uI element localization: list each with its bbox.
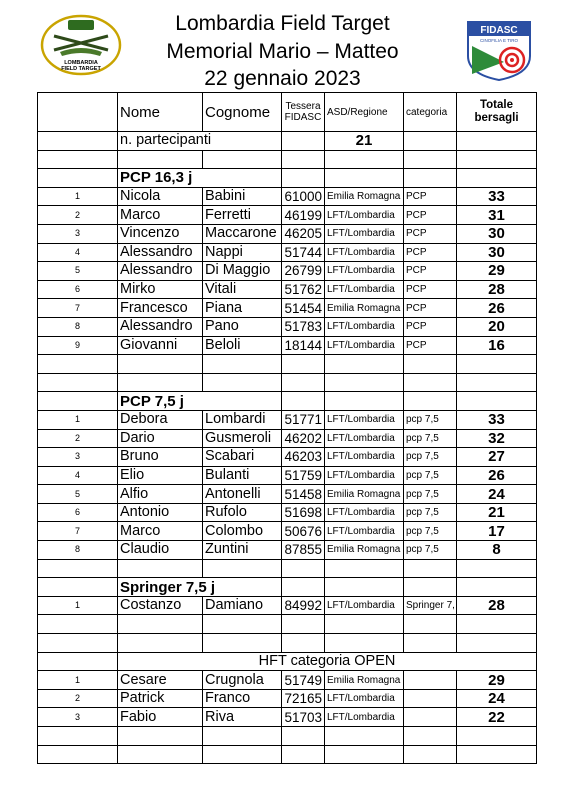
nome-cell: Vincenzo (118, 224, 203, 243)
header-cognome: Cognome (203, 93, 282, 132)
section-spacer (282, 392, 325, 411)
table-row (38, 243, 537, 262)
tessera-cell: 51759 (282, 466, 325, 485)
section-spacer (404, 169, 457, 188)
section-spacer (38, 169, 118, 188)
table-row (38, 429, 537, 448)
rank-cell: 8 (38, 317, 118, 336)
empty-row (38, 727, 537, 746)
categoria-cell (404, 671, 457, 690)
asd-cell: LFT/Lombardia (325, 522, 404, 541)
table-row (38, 448, 537, 467)
tessera-cell: 51698 (282, 503, 325, 522)
participants-row (38, 132, 537, 151)
rank-cell: 3 (38, 224, 118, 243)
table-row (38, 206, 537, 225)
section-spacer (325, 392, 404, 411)
cognome-cell: Vitali (203, 280, 282, 299)
cognome-cell: Lombardi (203, 410, 282, 429)
asd-cell: LFT/Lombardia (325, 429, 404, 448)
asd-cell: LFT/Lombardia (325, 317, 404, 336)
cognome-cell: Rufolo (203, 503, 282, 522)
categoria-cell: Springer 7, (404, 596, 457, 615)
empty-row (38, 745, 537, 764)
nome-cell: Dario (118, 429, 203, 448)
asd-cell: LFT/Lombardia (325, 596, 404, 615)
totale-cell: 27 (457, 448, 537, 467)
asd-cell: Emilia Romagna (325, 671, 404, 690)
categoria-cell: pcp 7,5 (404, 522, 457, 541)
section-header-row (38, 578, 537, 597)
table-row (38, 224, 537, 243)
categoria-cell: pcp 7,5 (404, 429, 457, 448)
rank-cell: 7 (38, 299, 118, 318)
rank-cell: 2 (38, 206, 118, 225)
rank-cell: 2 (38, 429, 118, 448)
header-totale: Totale bersagli (457, 93, 537, 132)
tessera-cell: 46202 (282, 429, 325, 448)
totale-cell: 30 (457, 224, 537, 243)
rank-cell: 3 (38, 708, 118, 727)
asd-cell: LFT/Lombardia (325, 280, 404, 299)
categoria-cell: pcp 7,5 (404, 410, 457, 429)
tessera-cell: 61000 (282, 187, 325, 206)
tessera-cell: 84992 (282, 596, 325, 615)
totale-cell: 21 (457, 503, 537, 522)
asd-cell: Emilia Romagna (325, 541, 404, 560)
tessera-cell: 51762 (282, 280, 325, 299)
section-spacer (38, 578, 118, 597)
cognome-cell: Gusmeroli (203, 429, 282, 448)
nome-cell: Elio (118, 466, 203, 485)
header-index (38, 93, 118, 132)
totale-cell: 33 (457, 187, 537, 206)
rank-cell: 4 (38, 243, 118, 262)
nome-cell: Giovanni (118, 336, 203, 355)
cognome-cell: Crugnola (203, 671, 282, 690)
asd-cell: LFT/Lombardia (325, 503, 404, 522)
rank-cell: 2 (38, 689, 118, 708)
section-title: PCP 7,5 j (118, 392, 282, 411)
categoria-cell: pcp 7,5 (404, 466, 457, 485)
totale-cell: 17 (457, 522, 537, 541)
asd-cell: Emilia Romagna (325, 187, 404, 206)
asd-cell: LFT/Lombardia (325, 262, 404, 281)
cognome-cell: Nappi (203, 243, 282, 262)
table-header-row (38, 93, 537, 132)
cognome-cell: Scabari (203, 448, 282, 467)
section-title: Springer 7,5 j (118, 578, 282, 597)
nome-cell: Alessandro (118, 262, 203, 281)
cognome-cell: Colombo (203, 522, 282, 541)
tessera-cell: 87855 (282, 541, 325, 560)
section-spacer (325, 578, 404, 597)
asd-cell: LFT/Lombardia (325, 708, 404, 727)
totale-cell: 24 (457, 485, 537, 504)
svg-text:FIDASC: FIDASC (480, 25, 518, 36)
nome-cell: Nicola (118, 187, 203, 206)
nome-cell: Francesco (118, 299, 203, 318)
tessera-cell: 51749 (282, 671, 325, 690)
asd-cell: LFT/Lombardia (325, 206, 404, 225)
svg-text:LOMBARDIA: LOMBARDIA (64, 60, 98, 66)
section-spacer (282, 578, 325, 597)
table-row (38, 317, 537, 336)
tessera-cell: 46203 (282, 448, 325, 467)
section-header-row (38, 392, 537, 411)
rank-cell: 8 (38, 541, 118, 560)
categoria-cell (404, 708, 457, 727)
nome-cell: Claudio (118, 541, 203, 560)
asd-cell: LFT/Lombardia (325, 224, 404, 243)
table-row (38, 522, 537, 541)
empty-row (38, 355, 537, 374)
table-row (38, 280, 537, 299)
nome-cell: Cesare (118, 671, 203, 690)
title-line-3: 22 gennaio 2023 (204, 67, 361, 90)
svg-text:FIELD TARGET: FIELD TARGET (61, 66, 101, 72)
empty-row (38, 373, 537, 392)
tessera-cell: 51458 (282, 485, 325, 504)
table-row (38, 708, 537, 727)
asd-cell: LFT/Lombardia (325, 410, 404, 429)
categoria-cell: PCP (404, 224, 457, 243)
totale-cell: 29 (457, 262, 537, 281)
section-title: PCP 16,3 j (118, 169, 282, 188)
totale-cell: 16 (457, 336, 537, 355)
categoria-cell (404, 689, 457, 708)
header-tessera: Tessera FIDASC (282, 93, 325, 132)
empty-row (38, 559, 537, 578)
totale-cell: 28 (457, 596, 537, 615)
section-spacer (38, 652, 118, 671)
nome-cell: Patrick (118, 689, 203, 708)
table-row (38, 689, 537, 708)
section-spacer (404, 392, 457, 411)
totale-cell: 26 (457, 466, 537, 485)
table-row (38, 336, 537, 355)
title-line-2: Memorial Mario – Matteo (166, 40, 399, 63)
participants-label: n. partecipanti (118, 132, 282, 151)
cognome-cell: Pano (203, 317, 282, 336)
cognome-cell: Maccarone (203, 224, 282, 243)
section-spacer (457, 392, 537, 411)
header-categoria: categoria (404, 93, 457, 132)
section-header-row (38, 169, 537, 188)
tessera-cell: 51454 (282, 299, 325, 318)
tessera-cell: 50676 (282, 522, 325, 541)
totale-cell: 30 (457, 243, 537, 262)
asd-cell: Emilia Romagna (325, 299, 404, 318)
totale-cell: 29 (457, 671, 537, 690)
rank-cell: 1 (38, 671, 118, 690)
cognome-cell: Damiano (203, 596, 282, 615)
table-row (38, 466, 537, 485)
nome-cell: Costanzo (118, 596, 203, 615)
rank-cell: 7 (38, 522, 118, 541)
nome-cell: Mirko (118, 280, 203, 299)
nome-cell: Marco (118, 522, 203, 541)
table-row (38, 262, 537, 281)
table-row (38, 596, 537, 615)
empty-row (38, 634, 537, 653)
categoria-cell: pcp 7,5 (404, 503, 457, 522)
nome-cell: Fabio (118, 708, 203, 727)
nome-cell: Debora (118, 410, 203, 429)
document-header (0, 0, 565, 92)
table-row (38, 671, 537, 690)
rank-cell: 4 (38, 466, 118, 485)
section-spacer (38, 392, 118, 411)
totale-cell: 22 (457, 708, 537, 727)
asd-cell: Emilia Romagna (325, 485, 404, 504)
categoria-cell: PCP (404, 336, 457, 355)
section-spacer (457, 578, 537, 597)
cognome-cell: Riva (203, 708, 282, 727)
empty-row (38, 615, 537, 634)
nome-cell: Bruno (118, 448, 203, 467)
rank-cell: 1 (38, 410, 118, 429)
table-row (38, 485, 537, 504)
cognome-cell: Di Maggio (203, 262, 282, 281)
rank-cell: 3 (38, 448, 118, 467)
header-nome: Nome (118, 93, 203, 132)
asd-cell: LFT/Lombardia (325, 336, 404, 355)
totale-cell: 20 (457, 317, 537, 336)
rank-cell: 1 (38, 596, 118, 615)
categoria-cell: pcp 7,5 (404, 448, 457, 467)
nome-cell: Alessandro (118, 243, 203, 262)
section-title: HFT categoria OPEN (118, 652, 537, 671)
cognome-cell: Ferretti (203, 206, 282, 225)
rank-cell: 9 (38, 336, 118, 355)
categoria-cell: PCP (404, 206, 457, 225)
section-spacer (457, 169, 537, 188)
categoria-cell: PCP (404, 243, 457, 262)
cognome-cell: Antonelli (203, 485, 282, 504)
categoria-cell: pcp 7,5 (404, 485, 457, 504)
table-row (38, 541, 537, 560)
nome-cell: Alessandro (118, 317, 203, 336)
asd-cell: LFT/Lombardia (325, 243, 404, 262)
categoria-cell: PCP (404, 280, 457, 299)
nome-cell: Marco (118, 206, 203, 225)
table-row (38, 187, 537, 206)
fidasc-logo (464, 20, 534, 82)
categoria-cell: pcp 7,5 (404, 541, 457, 560)
tessera-cell: 51783 (282, 317, 325, 336)
categoria-cell: PCP (404, 187, 457, 206)
section-header-row (38, 652, 537, 671)
tessera-cell: 51703 (282, 708, 325, 727)
tessera-cell: 51771 (282, 410, 325, 429)
section-spacer (325, 169, 404, 188)
tessera-cell: 72165 (282, 689, 325, 708)
totale-cell: 32 (457, 429, 537, 448)
cognome-cell: Zuntini (203, 541, 282, 560)
table-row (38, 299, 537, 318)
tessera-cell: 26799 (282, 262, 325, 281)
nome-cell: Antonio (118, 503, 203, 522)
table-row (38, 503, 537, 522)
tessera-cell: 18144 (282, 336, 325, 355)
tessera-cell: 46199 (282, 206, 325, 225)
rank-cell: 6 (38, 280, 118, 299)
totale-cell: 24 (457, 689, 537, 708)
tessera-cell: 51744 (282, 243, 325, 262)
table-row (38, 410, 537, 429)
rank-cell: 5 (38, 262, 118, 281)
categoria-cell: PCP (404, 299, 457, 318)
totale-cell: 31 (457, 206, 537, 225)
totale-cell: 8 (457, 541, 537, 560)
participants-count: 21 (325, 132, 404, 151)
svg-text:CINOFILIA E TIRO: CINOFILIA E TIRO (480, 38, 518, 43)
categoria-cell: PCP (404, 317, 457, 336)
tessera-cell: 46205 (282, 224, 325, 243)
totale-cell: 28 (457, 280, 537, 299)
asd-cell: LFT/Lombardia (325, 689, 404, 708)
section-spacer (404, 578, 457, 597)
nome-cell: Alfio (118, 485, 203, 504)
cognome-cell: Piana (203, 299, 282, 318)
totale-cell: 33 (457, 410, 537, 429)
cognome-cell: Beloli (203, 336, 282, 355)
rank-cell: 6 (38, 503, 118, 522)
title-line-1: Lombardia Field Target (175, 12, 390, 35)
results-table (37, 92, 537, 764)
categoria-cell: PCP (404, 262, 457, 281)
section-spacer (282, 169, 325, 188)
asd-cell: LFT/Lombardia (325, 448, 404, 467)
cognome-cell: Babini (203, 187, 282, 206)
header-asd: ASD/Regione (325, 93, 404, 132)
rank-cell: 1 (38, 187, 118, 206)
rank-cell: 5 (38, 485, 118, 504)
totale-cell: 26 (457, 299, 537, 318)
cognome-cell: Franco (203, 689, 282, 708)
cognome-cell: Bulanti (203, 466, 282, 485)
asd-cell: LFT/Lombardia (325, 466, 404, 485)
empty-row (38, 150, 537, 169)
